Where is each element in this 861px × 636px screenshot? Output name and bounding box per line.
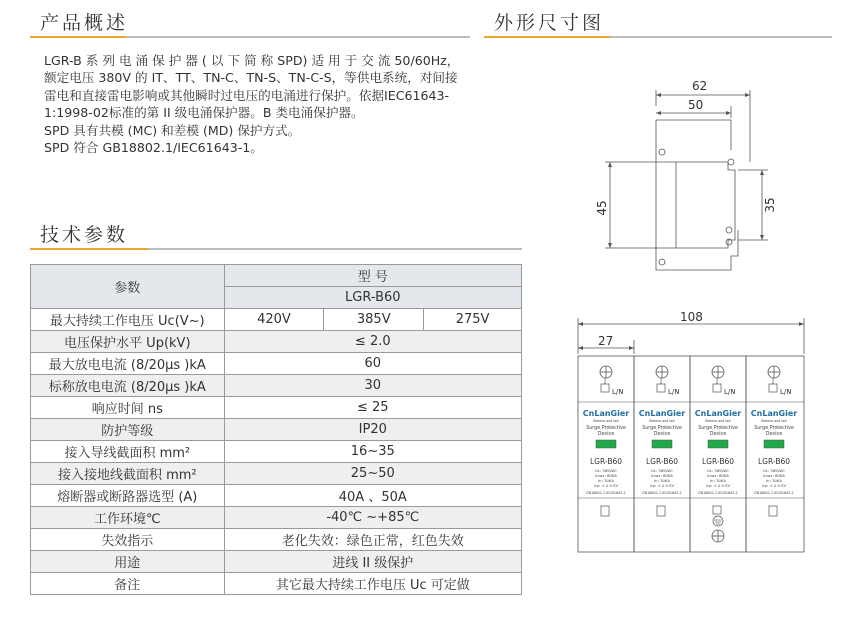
desc-line-2: Device [709,432,727,437]
overview-underline [30,36,470,38]
status-indicator [596,440,616,448]
status-indicator [652,440,672,448]
brand-slogan: Believe and see [649,419,675,423]
desc-line-1: Surge Protective [754,426,794,431]
spec-line: Uc: 385VAC [650,468,674,473]
spec-row [31,419,522,441]
overview-text [26,52,468,156]
spec-row [31,397,522,419]
desc-line-1: Surge Protective [586,426,626,431]
spec-value-275: 275V [424,309,522,331]
dim-108: 108 [680,310,703,324]
spec-line: In: 30KA [598,478,614,483]
spec-label: 失效指示 [31,529,225,551]
overview-paragraph-3: SPD 符合 GB18802.1/IEC61643-1。 [44,140,263,156]
module-model: LGR-B60 [589,457,623,466]
spec-label: 最大放电电流 (8/20μs )kA [31,353,225,375]
spec-line: Imax: 60KA [651,473,673,478]
spec-value: IP20 [224,419,521,441]
spec-row [31,529,522,551]
spec-line: Uc: 385VAC [594,468,618,473]
desc-line-2: Device [765,432,783,437]
spec-row [31,375,522,397]
spec-table [30,264,522,595]
drawing-underline [484,36,832,38]
spec-value: ≤ 25 [224,397,521,419]
status-indicator [708,440,728,448]
brand-logo: CnLanGier [582,409,630,418]
spd-module-2 [634,356,690,552]
spec-label: 接入导线截面积 mm² [31,441,225,463]
standard-line: GB18802.1 IEC61643-1 [586,491,626,495]
spec-label: 最大持续工作电压 Uc(V~) [31,309,225,331]
spec-line: In: 30KA [766,478,782,483]
spec-value: 60 [224,353,521,375]
spec-line: Up: < 2.0 KV [705,483,731,488]
overview-heading: 产品概述 [40,12,129,34]
spec-line: In: 30KA [710,478,726,483]
spd-module-4 [746,356,804,552]
spec-line: Imax: 60KA [763,473,785,478]
module-model: LGR-B60 [645,457,679,466]
dim-27: 27 [598,334,614,348]
spec-label: 熔断器或断路器选型 (A) [31,485,225,507]
overview-paragraph-2: SPD 具有共模 (MC) 和差模 (MD) 保护方式。 [44,122,301,138]
spec-value: 25~50 [224,463,521,485]
dim-62: 62 [692,79,708,93]
spec-label: 防护等级 [31,419,225,441]
desc-line-2: Device [653,432,671,437]
dim-45: 45 [595,200,609,216]
spec-row [31,441,522,463]
model-header: LGR-B60 [224,287,521,309]
brand-slogan: Believe and see [705,419,731,423]
dim-50: 50 [688,98,704,112]
spec-label: 接入接地线截面积 mm² [31,463,225,485]
status-indicator [764,440,784,448]
spec-value: 30 [224,375,521,397]
spec-value: -40℃ ~+85℃ [224,507,521,529]
spec-label: 用途 [31,551,225,573]
spec-label: 标称放电电流 (8/20μs )kA [31,375,225,397]
standard-line: GB18802.1 IEC61643-1 [754,491,794,495]
desc-line-1: Surge Protective [642,426,682,431]
brand-slogan: Believe and see [761,419,787,423]
spec-row [31,507,522,529]
spec-value: 16~35 [224,441,521,463]
dim-35: 35 [763,197,777,213]
spec-header-row [31,265,522,287]
spec-label: 备注 [31,573,225,595]
spec-line: In: 30KA [654,478,670,483]
spec-value: 40A 、50A [224,485,521,507]
standard-line: GB18802.1 IEC61643-1 [642,491,682,495]
spec-row [31,551,522,573]
module-model: LGR-B60 [701,457,735,466]
spec-value: 老化失效：绿色正常，红色失效 [224,529,521,551]
specs-underline [30,248,522,250]
spd-module-3 [690,356,746,552]
spec-row [31,353,522,375]
drawing-heading: 外形尺寸图 [494,12,605,34]
spec-line: Up: < 2.0 KV [761,483,787,488]
spec-row [31,331,522,353]
module-model: LGR-B60 [757,457,791,466]
standard-line: GB18802.1 IEC61643-1 [698,491,738,495]
spec-line: Imax: 60KA [707,473,729,478]
spec-row-voltage [31,309,522,331]
spec-line: Up: < 2.0 KV [649,483,675,488]
spec-label: 响应时间 ns [31,397,225,419]
terminal-label: L/N [724,388,736,396]
spec-line: Uc: 385VAC [762,468,786,473]
desc-line-2: Device [597,432,615,437]
spec-value-420: 420V [224,309,324,331]
spec-value: 进线 II 级保护 [224,551,521,573]
terminal-label: L/N [668,388,680,396]
spec-value: 其它最大持续工作电压 Uc 可定做 [224,573,521,595]
brand-slogan: Believe and see [593,419,619,423]
spec-value: ≤ 2.0 [224,331,521,353]
overview-paragraph-1: LGR-B 系 列 电 涌 保 护 器 ( 以 下 简 称 SPD) 适 用 于 交 流 50/60Hz，额定电压 380V 的 IT、TT、TN-C、TN-S、TN-C-S，等供电系统，对间接雷电和直接雷电影响或其他瞬时过电压的电涌进行保护。依据IEC61643-1:1998-02标准的第 II 级电涌保护器。B 类电涌保护器。 [44,53,460,121]
spec-value-385: 385V [324,309,424,331]
terminal-label: L/N [780,388,792,396]
spec-row [31,573,522,595]
ground-symbol-icon [713,516,723,526]
side-view-drawing [590,70,790,290]
brand-logo: CnLanGier [750,409,798,418]
spec-line: Uc: 385VAC [706,468,730,473]
specs-heading: 技术参数 [40,224,129,246]
model-label-header: 型 号 [224,265,521,287]
spd-module-1 [578,356,634,552]
spec-row [31,463,522,485]
front-view-drawing [570,308,820,558]
brand-logo: CnLanGier [638,409,686,418]
spec-row [31,485,522,507]
param-header: 参数 [31,265,225,309]
spec-label: 电压保护水平 Up(kV) [31,331,225,353]
spec-line: Imax: 60KA [595,473,617,478]
brand-logo: CnLanGier [694,409,742,418]
terminal-label: L/N [612,388,624,396]
spec-line: Up: < 2.0 KV [593,483,619,488]
spec-label: 工作环境℃ [31,507,225,529]
desc-line-1: Surge Protective [698,426,738,431]
